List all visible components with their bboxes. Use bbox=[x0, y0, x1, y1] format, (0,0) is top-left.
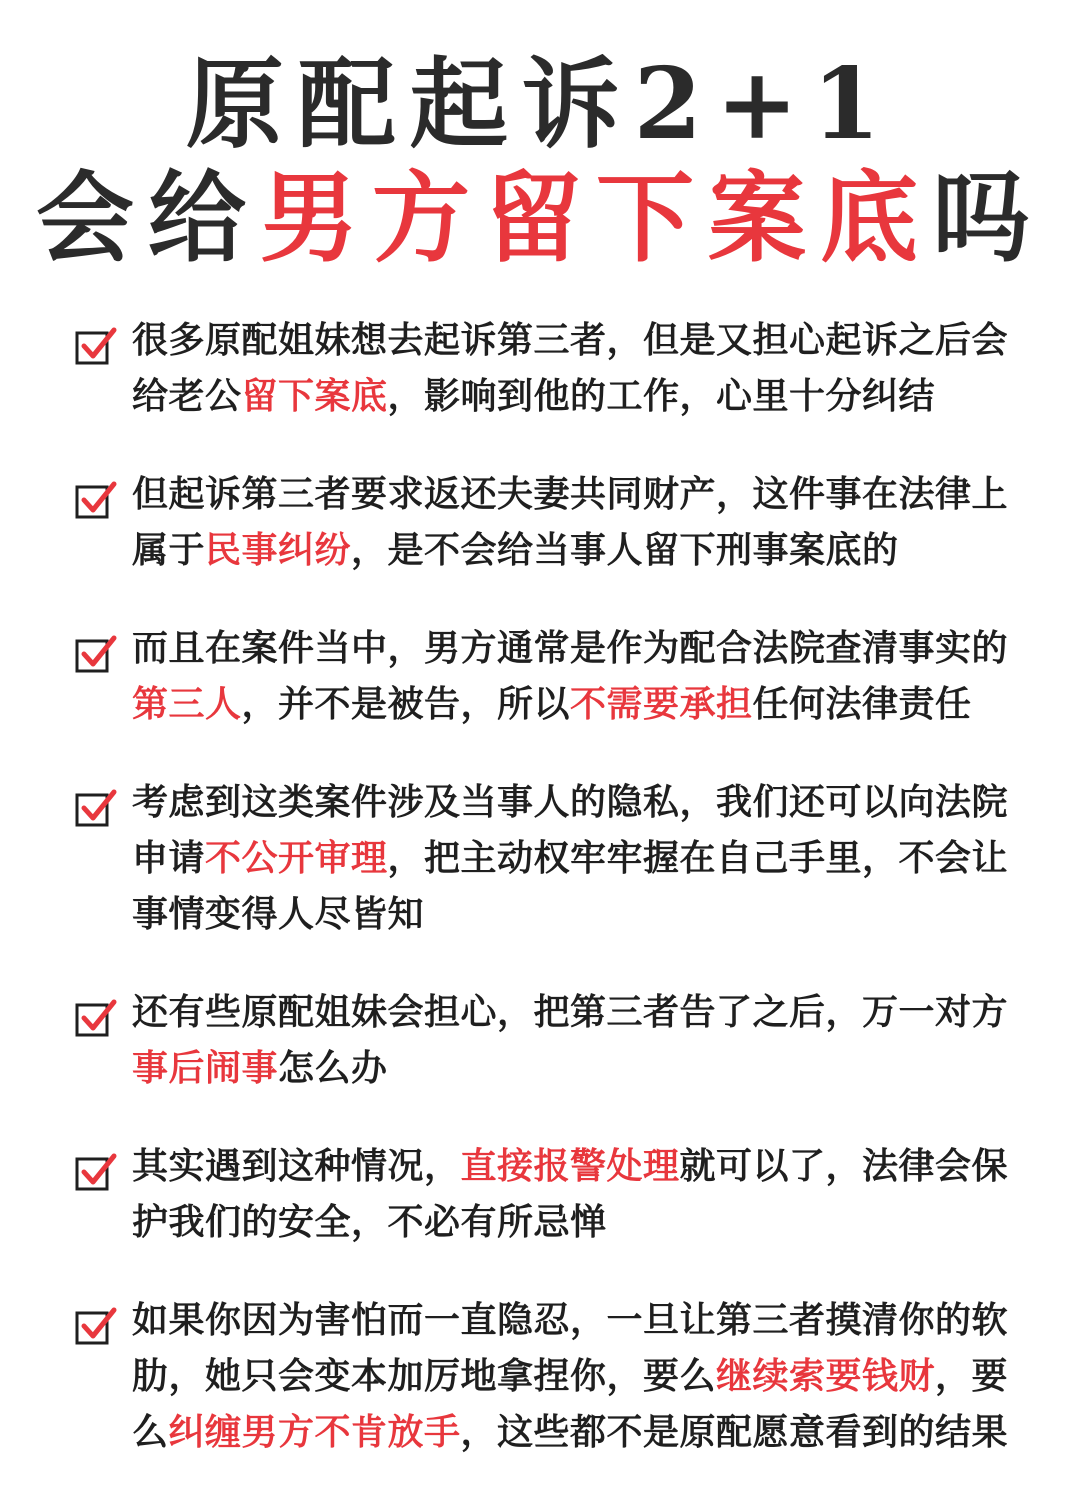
checklist-item bbox=[0, 312, 1080, 424]
checkbox-checked-icon bbox=[74, 1304, 118, 1348]
body-text: 但起诉第三者要求返还夫妻共同财产，这件事在法律上属于 bbox=[132, 473, 1009, 571]
checkbox-checked-icon bbox=[74, 1150, 118, 1194]
body-text: 还有些原配姐妹会担心，把第三者告了之后，万一对方 bbox=[132, 991, 1009, 1033]
highlight-text: 纠缠男方不肯放手 bbox=[168, 1411, 461, 1453]
body-text: 考虑到这类案件涉及当事人的隐私，我们还可以向法院申请 bbox=[132, 781, 1009, 879]
title-line-2-prefix: 会给 bbox=[35, 161, 260, 276]
highlight-text: 不需要承担 bbox=[570, 683, 753, 725]
checklist-item-text bbox=[132, 774, 1020, 942]
checklist-item bbox=[0, 466, 1080, 578]
title-line-1-text: 原配起诉2+1 bbox=[185, 47, 895, 162]
checklist-item bbox=[0, 774, 1080, 942]
checkbox-checked-icon bbox=[74, 996, 118, 1040]
body-text: 就可以了，法律会保护我们的安全，不必有所忌惮 bbox=[132, 1145, 1009, 1243]
title-line-2-highlight: 男方留下案底 bbox=[259, 161, 932, 276]
checkbox-checked-icon bbox=[74, 324, 118, 368]
body-text: ，影响到他的工作，心里十分纠结 bbox=[387, 375, 936, 417]
checklist-item-text bbox=[132, 466, 1020, 578]
body-text: ，并不是被告，所以 bbox=[241, 683, 571, 725]
checkbox-checked-icon bbox=[74, 786, 118, 830]
checklist-item-text bbox=[132, 312, 1020, 424]
body-text: 如果你因为害怕而一直隐忍，一旦让第三者摸清你的软肋，她只会变本加厉地拿捏你，要么 bbox=[132, 1299, 1009, 1397]
highlight-text: 第三人 bbox=[132, 683, 242, 725]
checklist-item bbox=[0, 1138, 1080, 1250]
checklist-item-text bbox=[132, 620, 1020, 732]
body-text: 怎么办 bbox=[278, 1047, 388, 1089]
highlight-text: 事后闹事 bbox=[132, 1047, 279, 1089]
title-line-2 bbox=[0, 161, 1080, 276]
checkbox-checked-icon bbox=[74, 478, 118, 522]
title-line-2-suffix: 吗 bbox=[932, 161, 1045, 276]
highlight-text: 民事纠纷 bbox=[205, 529, 352, 571]
highlight-text: 直接报警处理 bbox=[460, 1145, 680, 1187]
body-text: ，把主动权牢牢握在自己手里，不会让事情变得人尽皆知 bbox=[132, 837, 1009, 935]
body-text: ，要么 bbox=[132, 1355, 1009, 1453]
checkbox-checked-icon bbox=[74, 632, 118, 676]
body-text: 而且在案件当中，男方通常是作为配合法院查清事实的 bbox=[132, 627, 1009, 669]
body-text: 很多原配姐妹想去起诉第三者，但是又担心起诉之后会给老公 bbox=[132, 319, 1009, 417]
checklist-item bbox=[0, 1292, 1080, 1460]
checklist-item-text bbox=[132, 984, 1020, 1096]
highlight-text: 不公开审理 bbox=[205, 837, 388, 879]
body-text: 其实遇到这种情况， bbox=[132, 1145, 461, 1187]
highlight-text: 继续索要钱财 bbox=[716, 1355, 936, 1397]
checklist-item-text bbox=[132, 1138, 1020, 1250]
checklist-item bbox=[0, 620, 1080, 732]
title-line-1 bbox=[0, 47, 1080, 162]
checklist-item bbox=[0, 984, 1080, 1096]
checklist bbox=[0, 312, 1080, 1502]
checklist-item-text bbox=[132, 1292, 1020, 1460]
body-text: ，是不会给当事人留下刑事案底的 bbox=[351, 529, 899, 571]
body-text: 任何法律责任 bbox=[752, 683, 972, 725]
highlight-text: 留下案底 bbox=[241, 375, 388, 417]
body-text: ，这些都不是原配愿意看到的结果 bbox=[460, 1411, 1009, 1453]
